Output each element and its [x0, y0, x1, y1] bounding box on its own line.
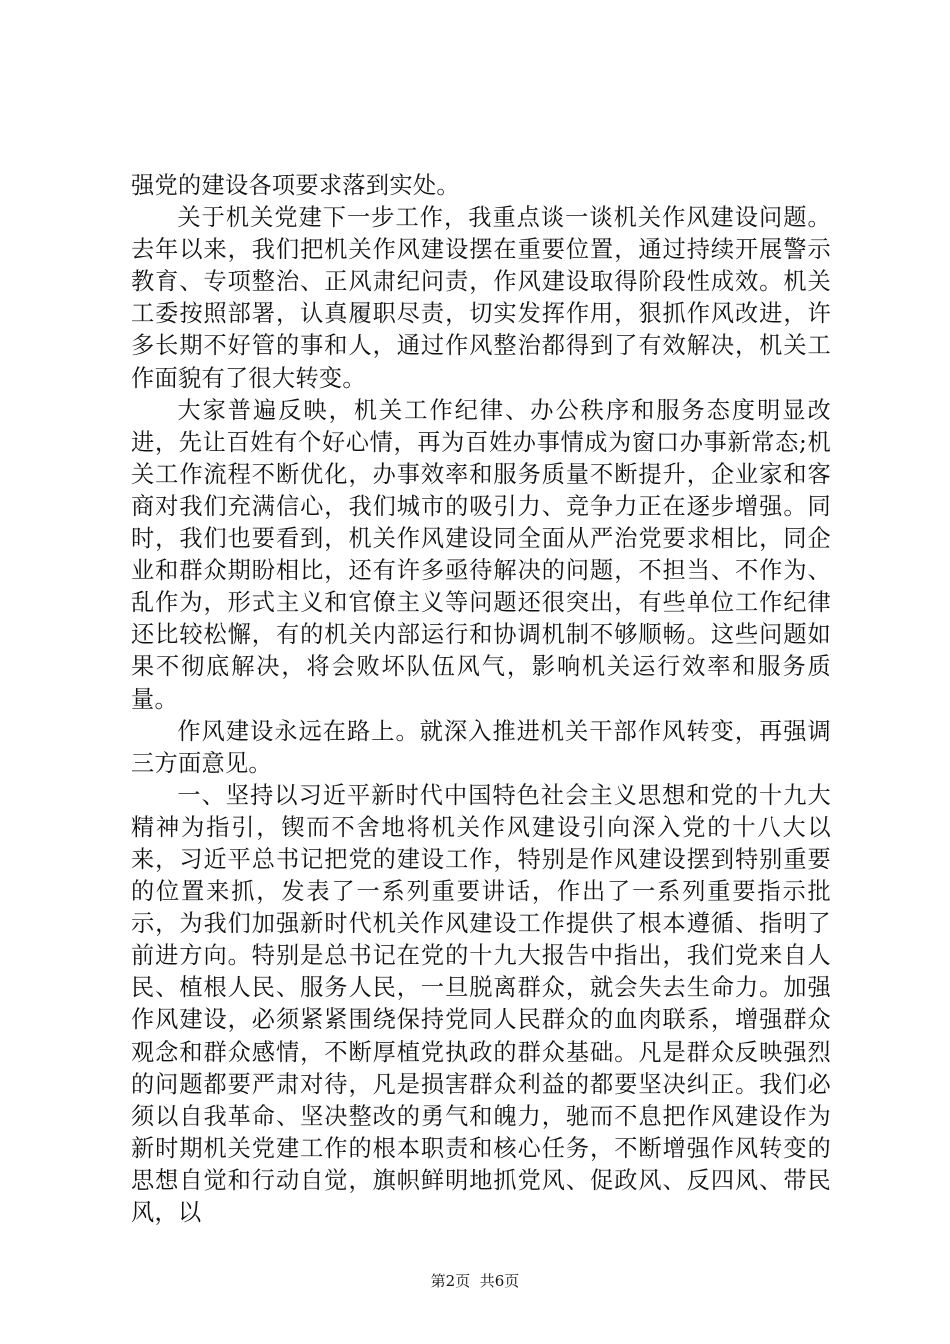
paragraph-work-style-intro: 关于机关党建下一步工作，我重点谈一谈机关作风建设问题。去年以来，我们把机关作风建设摆在重要位置，通过持续开展警示教育、专项整治、正风肃纪问责，作风建设取得阶段性成效。机关工委按照部署，认真履职尽责，切实发挥作用，狠抓作风改进，许多长期不好管的事和人，通过作风整治都得到了有效解决，机关工作面貌有了很大转变。 — [131, 204, 831, 392]
paragraph-feedback: 大家普遍反映，机关工作纪律、办公秩序和服务态度明显改进，先让百姓有个好心情，再为百姓办事情成为窗口办事新常态;机关工作流程不断优化，办事效率和服务质量不断提升，企业家和客商对我们充满信心，我们城市的吸引力、竞争力正在逐步增强。同时，我们也要看到，机关作风建设同全面从严治党要求相比，同企业和群众期盼相比，还有许多亟待解决的问题，不担当、不作为、乱作为，形式主义和官僚主义等问题还很突出，有些单位工作纪律还比较松懈，有的机关内部运行和协调机制不够顺畅。这些问题如果不彻底解决，将会败坏队伍风气，影响机关运行效率和服务质量。 — [131, 396, 831, 713]
paragraph-continuation: 强党的建设各项要求落到实处。 — [131, 172, 460, 199]
paragraph-three-points: 作风建设永远在路上。就深入推进机关干部作风转变，再强调三方面意见。 — [131, 717, 831, 777]
page-total: 共6页 — [479, 1272, 520, 1290]
document-body — [131, 170, 831, 1229]
page-number: 第2页 — [430, 1272, 471, 1290]
page-footer — [0, 1271, 950, 1291]
paragraph-point-one: 一、坚持以习近平新时代中国特色社会主义思想和党的十九大精神为指引，锲而不舍地将机关作风建设引向深入党的十八大以来，习近平总书记把党的建设工作，特别是作风建设摆到特别重要的位置来抓，发表了一系列重要讲话，作出了一系列重要指示批示，为我们加强新时代机关作风建设工作提供了根本遵循、指明了前进方向。特别是总书记在党的十九大报告中指出，我们党来自人民、植根人民、服务人民，一旦脱离群众，就会失去生命力。加强作风建设，必须紧紧围绕保持党同人民群众的血肉联系，增强群众观念和群众感情，不断厚植党执政的群众基础。凡是群众反映强烈的问题都要严肃对待，凡是损害群众利益的都要坚决纠正。我们必须以自我革命、坚决整改的勇气和魄力，驰而不息把作风建设作为新时期机关党建工作的根本职责和核心任务，不断增强作风转变的思想自觉和行动自觉，旗帜鲜明地抓党风、促政风、反四风、带民风，以 — [131, 781, 831, 1226]
